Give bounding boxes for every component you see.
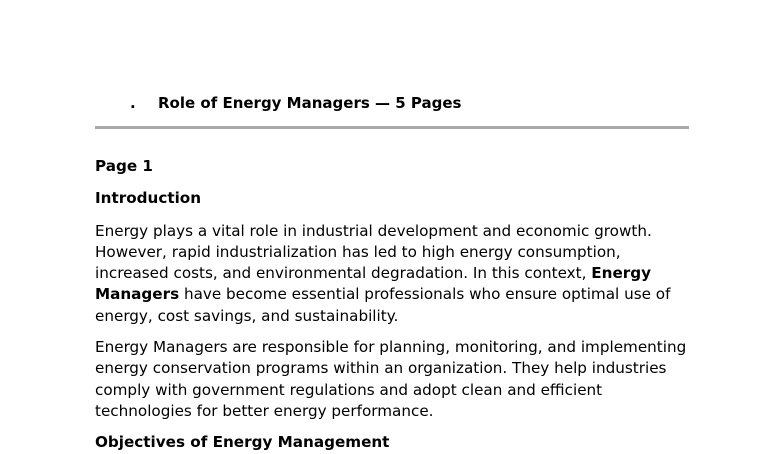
title-bullet: . bbox=[130, 94, 136, 112]
title-divider bbox=[95, 126, 689, 129]
document-body bbox=[95, 156, 695, 454]
para1-text-after: have become essential professionals who ensure optimal use of energy, cost savings, and sustainability. bbox=[95, 285, 671, 325]
intro-paragraph-2: Energy Managers are responsible for planning, monitoring, and implementing energy conservation programs within an organization. They help industries comply with government regulations and adopt clean and efficient technologies for better energy performance. bbox=[95, 338, 687, 420]
page-label: Page 1 bbox=[95, 157, 153, 175]
objectives-heading: Objectives of Energy Management bbox=[95, 433, 390, 452]
para1-bold-term: Energy Managers bbox=[95, 264, 652, 304]
document-title: Role of Energy Managers — 5 Pages bbox=[158, 94, 462, 112]
para1-text-before: Energy plays a vital role in industrial development and economic growth. However, rapid industrialization has led to high energy consumption, increased costs, and environmental degradation. In this context, bbox=[95, 221, 652, 283]
document-title-row bbox=[130, 93, 461, 113]
intro-heading: Introduction bbox=[95, 189, 202, 208]
intro-paragraph-1 bbox=[95, 221, 695, 327]
